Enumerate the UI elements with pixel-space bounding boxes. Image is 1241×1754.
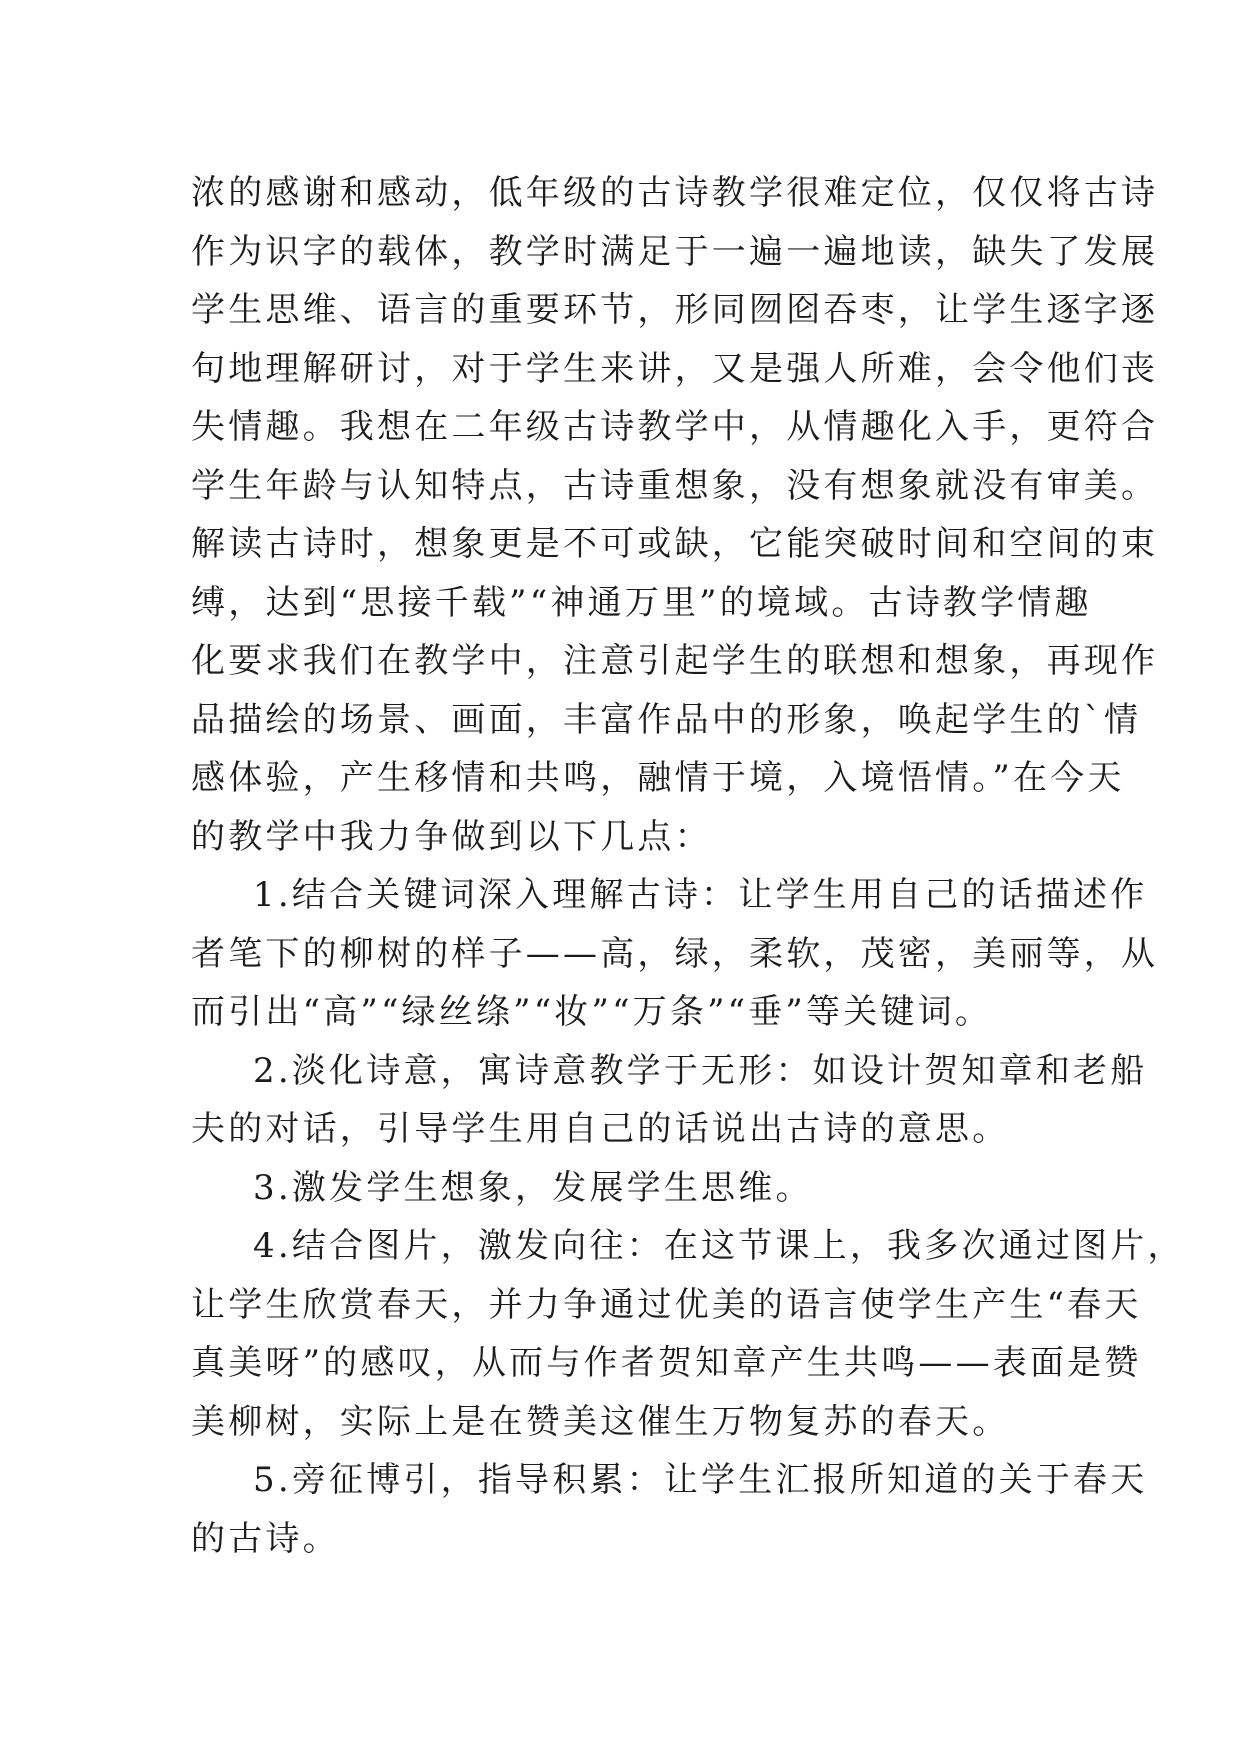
list-item-2-line: 2.淡化诗意，寓诗意教学于无形：如设计贺知章和老船	[253, 1050, 1148, 1091]
text-line: 让学生欣赏春天，并力争通过优美的语言使学生产生“春天	[191, 1284, 1142, 1325]
list-item-1-line: 1.结合关键词深入理解古诗：让学生用自己的话描述作	[253, 875, 1148, 915]
text-line: 浓的感谢和感动，低年级的古诗教学很难定位，仅仅将古诗	[191, 173, 1159, 213]
text-line: 者笔下的柳树的样子——高，绿，柔软，茂密，美丽等，从	[191, 933, 1159, 974]
list-item-4-line: 4.结合图片，激发向往：在这节课上，我多次通过图片，	[253, 1226, 1185, 1266]
text-line: 失情趣。我想在二年级古诗教学中，从情趣化入手，更符合	[191, 407, 1159, 447]
text-line: 作为识字的载体，教学时满足于一遍一遍地读，缺失了发展	[191, 231, 1159, 272]
text-line: 的教学中我力争做到以下几点：	[191, 816, 712, 857]
text-line: 夫的对话，引导学生用自己的话说出古诗的意思。	[191, 1109, 1010, 1149]
text-line: 感体验，产生移情和共鸣，融情于境，入境悟情。”在今天	[191, 758, 1125, 798]
text-line: 品描绘的场景、画面，丰富作品中的形象，唤起学生的`情	[191, 699, 1142, 740]
text-line: 化要求我们在教学中，注意引起学生的联想和想象，再现作	[191, 641, 1159, 681]
text-line: 的古诗。	[191, 1518, 340, 1559]
list-item-3-line: 3.激发学生想象，发展学生思维。	[253, 1167, 813, 1208]
text-line: 句地理解研讨，对于学生来讲，又是强人所难，会令他们丧	[191, 348, 1159, 389]
text-line: 而引出“高”“绿丝绦”“妆”“万条”“垂”等关键词。	[191, 992, 993, 1032]
document-body	[191, 164, 1185, 1568]
text-line: 真美呀”的感叹，从而与作者贺知章产生共鸣——表面是赞	[191, 1343, 1142, 1383]
list-item-5-line: 5.旁征博引，指导积累：让学生汇报所知道的关于春天	[253, 1460, 1148, 1500]
text-line: 缚，达到“思接千载”“神通万里”的境域。古诗教学情趣	[191, 582, 1092, 623]
text-line: 解读古诗时，想象更是不可或缺，它能突破时间和空间的束	[191, 524, 1159, 564]
text-line: 学生年龄与认知特点，古诗重想象，没有想象就没有审美。	[191, 465, 1159, 506]
text-line: 学生思维、语言的重要环节，形同囫囵吞枣，让学生逐字逐	[191, 290, 1159, 330]
text-line: 美柳树，实际上是在赞美这催生万物复苏的春天。	[191, 1401, 1010, 1442]
